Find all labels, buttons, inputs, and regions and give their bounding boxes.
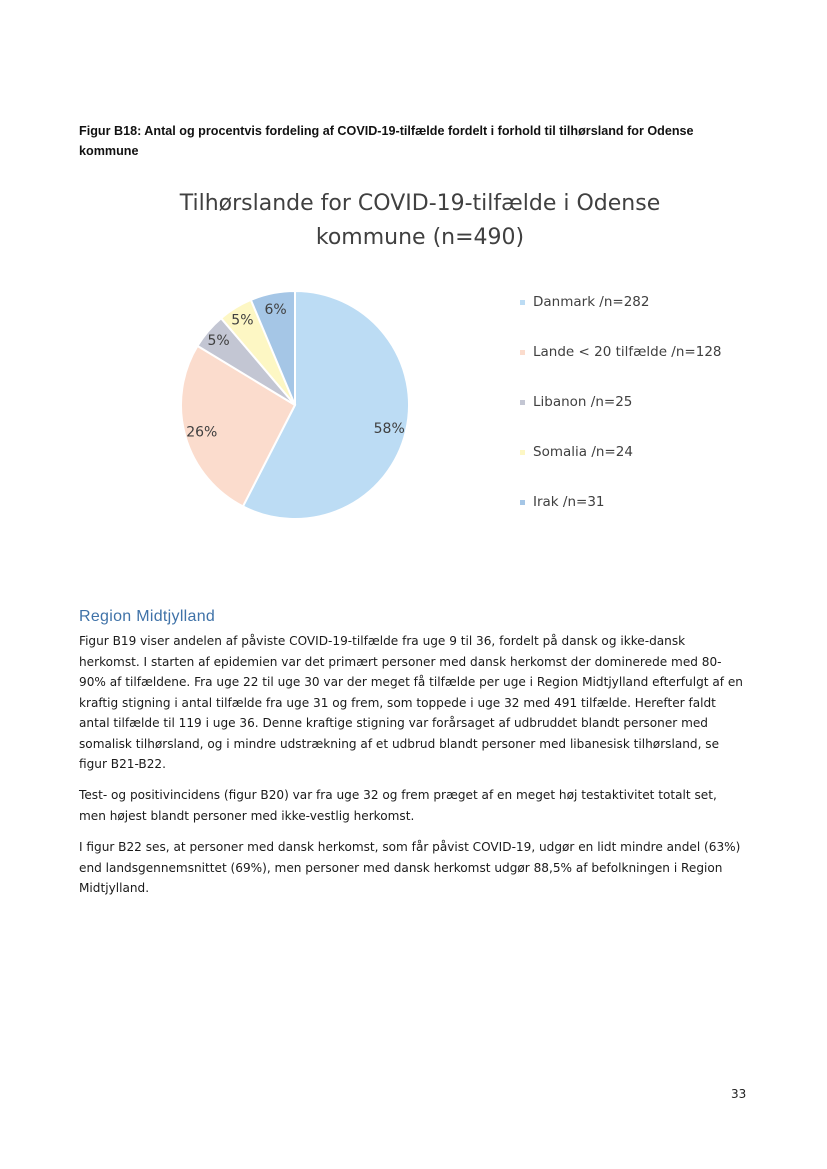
legend-label-lande: Lande < 20 tilfælde /n=128 xyxy=(533,344,722,360)
figure-caption: Figur B18: Antal og procentvis fordeling af COVID-19-tilfælde fordelt i forhold til tilhørsland for Odense kommune xyxy=(79,124,694,158)
legend-label-irak: Irak /n=31 xyxy=(533,494,605,510)
paragraph-3: I figur B22 ses, at personer med dansk herkomst, som får påvist COVID-19, udgør en lidt mindre andel (63%) end landsgennemsnittet (69%), men personer med dansk herkomst udgør 88,5% af befolkningen i Region Midtjylland. xyxy=(79,840,741,895)
legend-item-libanon xyxy=(520,392,632,412)
pie-label-irak: 6% xyxy=(264,301,287,318)
legend-swatch-libanon xyxy=(520,400,525,405)
chart-title-line-1: Tilhørslande for COVID-19-tilfælde i Odense xyxy=(179,191,661,216)
section-heading: Region Midtjylland xyxy=(79,608,216,625)
legend-swatch-lande xyxy=(520,350,525,355)
legend-swatch-irak xyxy=(520,500,525,505)
legend-label-libanon: Libanon /n=25 xyxy=(533,394,633,410)
legend-label-danmark: Danmark /n=282 xyxy=(533,294,650,310)
legend-label-somalia: Somalia /n=24 xyxy=(533,444,633,460)
chart-title-line-2: kommune (n=490) xyxy=(315,225,525,250)
paragraph-2: Test- og positivincidens (figur B20) var fra uge 32 og frem præget af en meget høj testaktivitet totalt set, men højest blandt personer med ikke-vestlig herkomst. xyxy=(79,788,717,823)
pie-label-danmark: 58% xyxy=(373,420,405,437)
legend-item-irak xyxy=(520,492,605,512)
legend-item-lande xyxy=(520,342,722,362)
legend-item-danmark xyxy=(520,292,650,312)
chart-title xyxy=(150,187,690,255)
pie-label-libanon: 5% xyxy=(207,333,230,349)
legend-item-somalia xyxy=(520,442,633,462)
pie-chart xyxy=(160,270,440,540)
legend-swatch-somalia xyxy=(520,450,525,455)
page-number: 33 xyxy=(731,1087,747,1101)
paragraph-1: Figur B19 viser andelen af påviste COVID-19-tilfælde fra uge 9 til 36, fordelt på dansk og ikke-dansk herkomst. I starten af epidemien var det primært personer med dansk herkomst der dominerede med 80-90% af tilfældene. Fra uge 22 til uge 30 var der meget få tilfælde per uge i Region Midtjylland efterfulgt af en kraftig stigning i antal tilfælde fra uge 31 og frem, som toppede i uge 32 med 491 tilfælde. Herefter faldt antal tilfælde til 119 i uge 36. Denne kraftige stigning var forårsaget af udbruddet blandt personer med somalisk tilhørsland, og i mindre udstrækning af et udbrud blandt personer med libanesisk tilhørsland, se figur B21-B22. xyxy=(79,634,743,771)
legend-swatch-danmark xyxy=(520,300,525,305)
pie-label-lande: 26% xyxy=(186,424,218,441)
pie-label-somalia: 5% xyxy=(231,312,254,329)
